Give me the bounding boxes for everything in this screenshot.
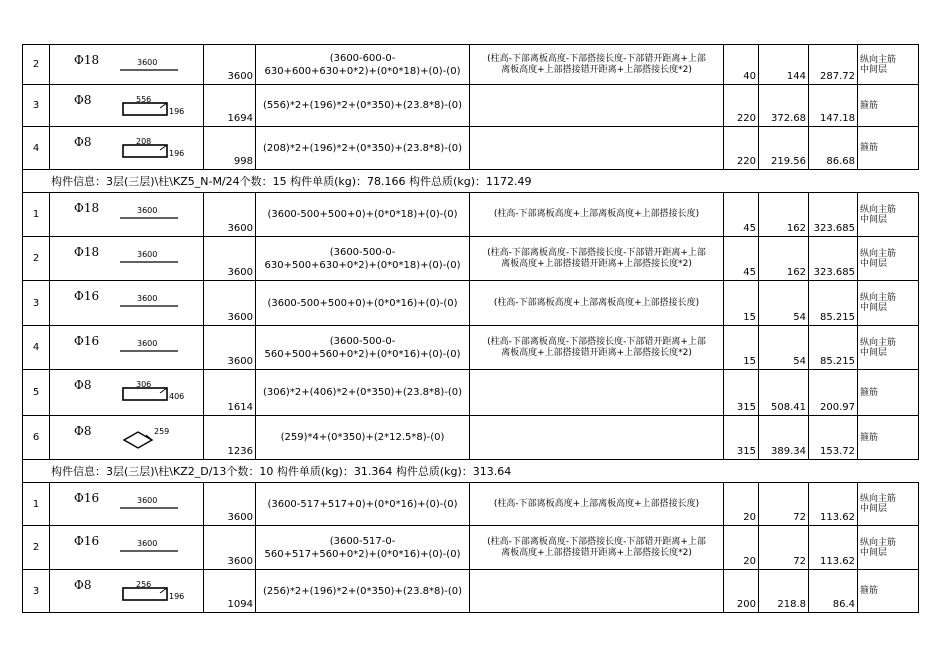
rebar-shape-drawing xyxy=(120,289,200,317)
description-line: (柱高-下部离板高度+上部离板高度+上部搭接长度) xyxy=(493,209,700,219)
bar-length: 1614 xyxy=(204,370,256,416)
bar-length: 3600 xyxy=(204,237,256,281)
bar-type xyxy=(858,416,919,460)
bar-type-line: 中间层 xyxy=(860,303,888,313)
total-length: 144 xyxy=(759,45,809,85)
stirrup-rect-mark xyxy=(123,588,167,600)
description-line: 离板高度+上部搭接错开距离+上部搭接长度*2) xyxy=(501,258,692,269)
total-length: 218.8 xyxy=(759,570,809,613)
weight-kg: 85.215 xyxy=(809,281,858,326)
dim-label: 556 xyxy=(136,95,152,104)
bar-type xyxy=(858,127,919,170)
formula-line: (3600-600-0- xyxy=(329,52,396,64)
rebar-row xyxy=(23,281,919,326)
row-number: 4 xyxy=(23,127,50,170)
bar-type xyxy=(858,85,919,127)
bar-type-line: 纵向主筋 xyxy=(860,537,897,548)
formula-description xyxy=(470,483,724,526)
rebar-shape-cell xyxy=(50,526,204,570)
bar-diameter-symbol: Φ18 xyxy=(74,201,100,215)
bar-type-line: 纵向主筋 xyxy=(860,248,897,259)
formula-description xyxy=(470,237,724,281)
formula-line: 560+517+560+0*2)+(0*0*16)+(0)-(0) xyxy=(264,548,461,560)
bar-diameter-symbol: Φ16 xyxy=(74,334,100,348)
formula-line: (256)*2+(196)*2+(0*350)+(23.8*8)-(0) xyxy=(262,585,463,597)
row-number: 2 xyxy=(23,237,50,281)
row-number: 3 xyxy=(23,85,50,127)
bar-diameter-symbol: Φ8 xyxy=(74,578,92,592)
total-length: 72 xyxy=(759,483,809,526)
bar-type-line: 箍筋 xyxy=(860,100,879,111)
row-number: 3 xyxy=(23,281,50,326)
rebar-shape-drawing xyxy=(120,201,200,229)
formula-line: (3600-500+500+0)+(0*0*16)+(0)-(0) xyxy=(267,297,458,309)
formula-line: (556)*2+(196)*2+(0*350)+(23.8*8)-(0) xyxy=(262,100,463,111)
rebar-schedule-sheet xyxy=(22,44,918,613)
formula-description xyxy=(470,370,724,416)
row-number: 1 xyxy=(23,193,50,237)
component-info-text: 构件信息：3层(三层)\柱\KZ5_N-M/24个数：15 构件单质(kg)：78.166 构件总质(kg)：1172.49 xyxy=(23,170,919,193)
rebar-shape-cell xyxy=(50,127,204,170)
bar-type-line: 箍筋 xyxy=(860,387,879,398)
row-number: 4 xyxy=(23,326,50,370)
formula-description xyxy=(470,570,724,613)
weight-kg: 287.72 xyxy=(809,45,858,85)
bar-type-line: 纵向主筋 xyxy=(860,337,897,348)
rebar-shape-cell xyxy=(50,45,204,85)
rebar-shape-cell xyxy=(50,570,204,613)
bar-diameter-symbol: Φ16 xyxy=(74,534,100,548)
bar-length: 1694 xyxy=(204,85,256,127)
weight-kg: 147.18 xyxy=(809,85,858,127)
rebar-shape-drawing xyxy=(120,93,200,121)
bar-type xyxy=(858,326,919,370)
formula-line: (3600-500-0- xyxy=(329,246,396,258)
calc-formula xyxy=(256,526,470,570)
rebar-shape-cell xyxy=(50,483,204,526)
rebar-row xyxy=(23,237,919,281)
weight-kg: 323.685 xyxy=(809,193,858,237)
bar-diameter-symbol: Φ16 xyxy=(74,491,100,505)
bar-type-line: 纵向主筋 xyxy=(860,293,897,303)
calc-formula xyxy=(256,570,470,613)
rebar-shape-drawing xyxy=(120,491,200,519)
formula-description xyxy=(470,526,724,570)
formula-description xyxy=(470,326,724,370)
bar-type-line: 箍筋 xyxy=(860,143,879,153)
formula-description xyxy=(470,416,724,460)
bar-type xyxy=(858,483,919,526)
rebar-shape-drawing xyxy=(120,424,200,452)
calc-formula xyxy=(256,281,470,326)
bar-count: 20 xyxy=(724,483,759,526)
rebar-shape-drawing xyxy=(120,534,200,562)
bar-count: 200 xyxy=(724,570,759,613)
description-line: (柱高-下部离板高度-下部搭接长度-下部错开距离+上部 xyxy=(487,53,706,64)
bar-count: 220 xyxy=(724,85,759,127)
rebar-shape-cell xyxy=(50,370,204,416)
formula-line: (3600-500-0- xyxy=(329,335,396,347)
row-number: 6 xyxy=(23,416,50,460)
rebar-shape-drawing xyxy=(120,578,200,606)
description-line: (柱高-下部离板高度-下部搭接长度-下部错开距离+上部 xyxy=(487,536,706,547)
rebar-row xyxy=(23,127,919,170)
bar-type xyxy=(858,281,919,326)
bar-type xyxy=(858,193,919,237)
bar-type-line: 中间层 xyxy=(860,547,888,558)
formula-line: (259)*4+(0*350)+(2*12.5*8)-(0) xyxy=(280,432,445,443)
row-number: 5 xyxy=(23,370,50,416)
bar-count: 40 xyxy=(724,45,759,85)
bar-length: 3600 xyxy=(204,193,256,237)
rebar-shape-drawing xyxy=(120,53,200,81)
bar-length: 3600 xyxy=(204,483,256,526)
formula-description xyxy=(470,127,724,170)
component-info-row xyxy=(23,460,919,483)
description-line: (柱高-下部离板高度-下部搭接长度-下部错开距离+上部 xyxy=(487,247,706,258)
bar-length: 1094 xyxy=(204,570,256,613)
dim-label: 3600 xyxy=(137,539,158,548)
bar-type-line: 中间层 xyxy=(860,258,888,269)
bar-count: 45 xyxy=(724,193,759,237)
calc-formula xyxy=(256,45,470,85)
total-length: 389.34 xyxy=(759,416,809,460)
description-line: 离板高度+上部搭接错开距离+上部搭接长度*2) xyxy=(501,547,692,558)
rebar-shape-cell xyxy=(50,237,204,281)
bar-count: 20 xyxy=(724,526,759,570)
formula-line: (208)*2+(196)*2+(0*350)+(23.8*8)-(0) xyxy=(262,142,463,154)
rebar-shape-drawing xyxy=(120,334,200,362)
bar-length: 1236 xyxy=(204,416,256,460)
bar-diameter-symbol: Φ18 xyxy=(74,53,100,67)
bar-type-line: 中间层 xyxy=(860,64,888,75)
rebar-row xyxy=(23,483,919,526)
weight-kg: 200.97 xyxy=(809,370,858,416)
bar-type-line: 箍筋 xyxy=(860,432,879,443)
bar-diameter-symbol: Φ18 xyxy=(74,245,100,259)
bar-diameter-symbol: Φ8 xyxy=(74,135,92,149)
bar-type-line: 中间层 xyxy=(860,347,888,358)
rebar-shape-cell xyxy=(50,281,204,326)
bar-type xyxy=(858,370,919,416)
bar-length: 998 xyxy=(204,127,256,170)
total-length: 162 xyxy=(759,237,809,281)
dim-label-side: 196 xyxy=(169,592,185,601)
formula-line: 630+600+630+0*2)+(0*0*18)+(0)-(0) xyxy=(264,65,461,77)
description-line: 离板高度+上部搭接错开距离+上部搭接长度*2) xyxy=(501,347,692,358)
rebar-row xyxy=(23,193,919,237)
dim-label: 3600 xyxy=(137,339,158,348)
dim-label: 3600 xyxy=(137,206,158,215)
bar-count: 315 xyxy=(724,416,759,460)
description-line: (柱高-下部离板高度+上部离板高度+上部搭接长度) xyxy=(493,297,700,308)
total-length: 219.56 xyxy=(759,127,809,170)
weight-kg: 85.215 xyxy=(809,326,858,370)
formula-line: (3600-500+500+0)+(0*0*18)+(0)-(0) xyxy=(267,209,458,220)
formula-description xyxy=(470,45,724,85)
calc-formula xyxy=(256,237,470,281)
rebar-row xyxy=(23,326,919,370)
bar-type-line: 纵向主筋 xyxy=(860,204,897,215)
rebar-row xyxy=(23,85,919,127)
rebar-shape-cell xyxy=(50,416,204,460)
bar-diameter-symbol: Φ8 xyxy=(74,424,92,438)
bar-diameter-symbol: Φ16 xyxy=(74,289,100,303)
formula-description xyxy=(470,281,724,326)
dim-label: 3600 xyxy=(137,294,158,303)
bar-count: 45 xyxy=(724,237,759,281)
total-length: 54 xyxy=(759,326,809,370)
calc-formula xyxy=(256,483,470,526)
calc-formula xyxy=(256,127,470,170)
dim-label: 3600 xyxy=(137,496,158,505)
bar-count: 15 xyxy=(724,326,759,370)
rebar-shape-cell xyxy=(50,193,204,237)
formula-line: 630+500+630+0*2)+(0*0*18)+(0)-(0) xyxy=(264,259,461,271)
dim-label-side: 406 xyxy=(169,392,185,401)
total-length: 508.41 xyxy=(759,370,809,416)
row-number: 2 xyxy=(23,526,50,570)
rebar-row xyxy=(23,416,919,460)
bar-type-line: 纵向主筋 xyxy=(860,494,897,504)
dim-label: 208 xyxy=(136,137,152,146)
dim-label: 306 xyxy=(136,380,152,389)
bar-length: 3600 xyxy=(204,526,256,570)
description-line: (柱高-下部离板高度-下部搭接长度-下部错开距离+上部 xyxy=(487,336,706,347)
formula-line: (306)*2+(406)*2+(0*350)+(23.8*8)-(0) xyxy=(262,387,463,398)
row-number: 1 xyxy=(23,483,50,526)
calc-formula xyxy=(256,416,470,460)
rebar-shape-cell xyxy=(50,85,204,127)
rebar-row xyxy=(23,45,919,85)
stirrup-rect-mark xyxy=(123,103,167,115)
total-length: 72 xyxy=(759,526,809,570)
bar-length: 3600 xyxy=(204,326,256,370)
bar-diameter-symbol: Φ8 xyxy=(74,93,92,107)
dim-label-side: 196 xyxy=(169,149,185,158)
description-line: 离板高度+上部搭接错开距离+上部搭接长度*2) xyxy=(501,64,692,75)
bar-type xyxy=(858,570,919,613)
bar-type xyxy=(858,45,919,85)
bar-type-line: 纵向主筋 xyxy=(860,54,897,65)
rebar-row xyxy=(23,570,919,613)
row-number: 2 xyxy=(23,45,50,85)
rebar-shape-cell xyxy=(50,326,204,370)
weight-kg: 86.68 xyxy=(809,127,858,170)
rebar-shape-drawing xyxy=(120,135,200,163)
formula-line: (3600-517-0- xyxy=(329,535,396,547)
weight-kg: 113.62 xyxy=(809,526,858,570)
stirrup-rect-mark xyxy=(123,145,167,157)
bar-count: 220 xyxy=(724,127,759,170)
bar-length: 3600 xyxy=(204,45,256,85)
formula-line: 560+500+560+0*2)+(0*0*16)+(0)-(0) xyxy=(264,348,461,360)
calc-formula xyxy=(256,370,470,416)
bar-count: 15 xyxy=(724,281,759,326)
rebar-shape-drawing xyxy=(120,245,200,273)
rebar-row xyxy=(23,526,919,570)
calc-formula xyxy=(256,85,470,127)
dim-label: 256 xyxy=(136,580,152,589)
stirrup-rect-mark xyxy=(123,388,167,400)
description-line: (柱高-下部离板高度+上部离板高度+上部搭接长度) xyxy=(493,498,700,509)
weight-kg: 113.62 xyxy=(809,483,858,526)
dim-label: 3600 xyxy=(137,250,158,259)
bar-length: 3600 xyxy=(204,281,256,326)
formula-line: (3600-517+517+0)+(0*0*16)+(0)-(0) xyxy=(267,498,458,510)
total-length: 162 xyxy=(759,193,809,237)
row-number: 3 xyxy=(23,570,50,613)
bar-diameter-symbol: Φ8 xyxy=(74,378,92,392)
bar-type xyxy=(858,526,919,570)
dim-label: 3600 xyxy=(137,58,158,67)
component-info-text: 构件信息：3层(三层)\柱\KZ2_D/13个数：10 构件单质(kg)：31.364 构件总质(kg)：313.64 xyxy=(23,460,919,483)
weight-kg: 323.685 xyxy=(809,237,858,281)
formula-description xyxy=(470,193,724,237)
rebar-row xyxy=(23,370,919,416)
bar-type xyxy=(858,237,919,281)
total-length: 372.68 xyxy=(759,85,809,127)
bar-type-line: 箍筋 xyxy=(860,586,879,596)
calc-formula xyxy=(256,326,470,370)
weight-kg: 86.4 xyxy=(809,570,858,613)
bar-count: 315 xyxy=(724,370,759,416)
bar-type-line: 中间层 xyxy=(860,504,888,514)
weight-kg: 153.72 xyxy=(809,416,858,460)
tie-diamond-mark xyxy=(124,432,152,448)
dim-label: 259 xyxy=(154,427,170,436)
component-info-row xyxy=(23,170,919,193)
formula-description xyxy=(470,85,724,127)
rebar-table xyxy=(22,44,919,613)
total-length: 54 xyxy=(759,281,809,326)
bar-type-line: 中间层 xyxy=(860,214,888,225)
dim-label-side: 196 xyxy=(169,107,185,116)
rebar-shape-drawing xyxy=(120,378,200,406)
calc-formula xyxy=(256,193,470,237)
